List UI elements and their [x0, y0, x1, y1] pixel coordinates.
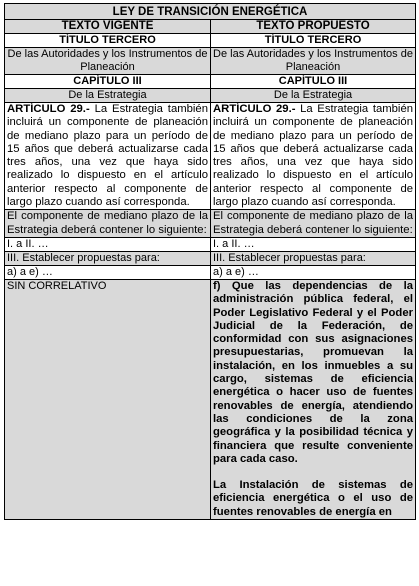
header-texto-propuesto: TEXTO PROPUESTO: [211, 20, 416, 34]
title-row: [5, 4, 416, 20]
titulo-row: [5, 34, 416, 48]
titulo-right: TÍTULO TERCERO: [211, 34, 416, 48]
mediano-plazo-left: El componente de mediano plazo de la Estrategia deberá contener lo siguiente:: [5, 210, 211, 238]
fraccion-iii-right: III. Establecer propuestas para:: [211, 251, 416, 265]
incisos-left: a) a e) …: [5, 265, 211, 279]
inciso-f-text: f) Que las dependencias de la administración pública federal, el Poder Legislativo Federal y el Poder Judicial de la Federación, de conformidad con sus asignaciones presupuestarias, promuevan la instalación, en los inmuebles a su cargo, sistemas de eficiencia energética o hacer uso de fuentes renovables de energía, atendiendo las condiciones de la zona geográfica y la posibilidad técnica y financiera que resulte conveniente para cada caso.: [213, 279, 414, 465]
titulo-sub-right: De las Autoridades y los Instrumentos de Planeación: [211, 48, 416, 75]
articulo-text: La Estrategia también incluirá un componente de planeación de mediano plazo para un período de 15 años que deberá actualizarse cada tres años, una vez que haya sido realizado lo dispuesto en el artículo anterior respecto al componente de largo plazo cuando así corresponda.: [7, 103, 208, 209]
sin-correlativo-cell: SIN CORRELATIVO: [5, 279, 211, 519]
document-title: LEY DE TRANSICIÓN ENERGÉTICA: [5, 4, 416, 20]
header-texto-vigente: TEXTO VIGENTE: [5, 20, 211, 34]
fraccion-iii-left: III. Establecer propuestas para:: [5, 251, 211, 265]
incisos-row: [5, 265, 416, 279]
mediano-plazo-row: [5, 210, 416, 238]
capitulo-left: CAPÍTULO III: [5, 75, 211, 89]
header-row: [5, 20, 416, 34]
inciso-f-cell: [211, 279, 416, 519]
articulo-row: [5, 103, 416, 210]
articulo-label: ARTÍCULO 29.-: [7, 103, 90, 115]
titulo-sub-left: De las Autoridades y los Instrumentos de Planeación: [5, 48, 211, 75]
fraccion-iii-row: [5, 251, 416, 265]
titulo-left: TÍTULO TERCERO: [5, 34, 211, 48]
fracciones-right: I. a II. …: [211, 237, 416, 251]
capitulo-row: [5, 75, 416, 89]
inciso-f-row: [5, 279, 416, 519]
capitulo-sub-row: [5, 89, 416, 103]
instalacion-text: La Instalación de sistemas de eficiencia energética o el uso de fuentes renovables de energía en: [213, 479, 414, 518]
articulo-left: [5, 103, 211, 210]
articulo-label: ARTÍCULO 29.-: [213, 103, 296, 115]
titulo-sub-row: [5, 48, 416, 75]
capitulo-right: CAPÍTULO III: [211, 75, 416, 89]
articulo-text: La Estrategia también incluirá un componente de planeación de mediano plazo para un período de 15 años que deberá actualizarse cada tres años, una vez que haya sido realizado lo dispuesto en el artículo anterior respecto al componente de largo plazo cuando así corresponda.: [213, 103, 414, 209]
articulo-right: [211, 103, 416, 210]
fracciones-left: I. a II. …: [5, 237, 211, 251]
capitulo-sub-left: De la Estrategia: [5, 89, 211, 103]
capitulo-sub-right: De la Estrategia: [211, 89, 416, 103]
comparison-document: [4, 3, 415, 520]
mediano-plazo-right: El componente de mediano plazo de la Estrategia deberá contener lo siguiente:: [211, 210, 416, 238]
comparison-table: [4, 3, 416, 520]
incisos-right: a) a e) …: [211, 265, 416, 279]
fracciones-row: [5, 237, 416, 251]
